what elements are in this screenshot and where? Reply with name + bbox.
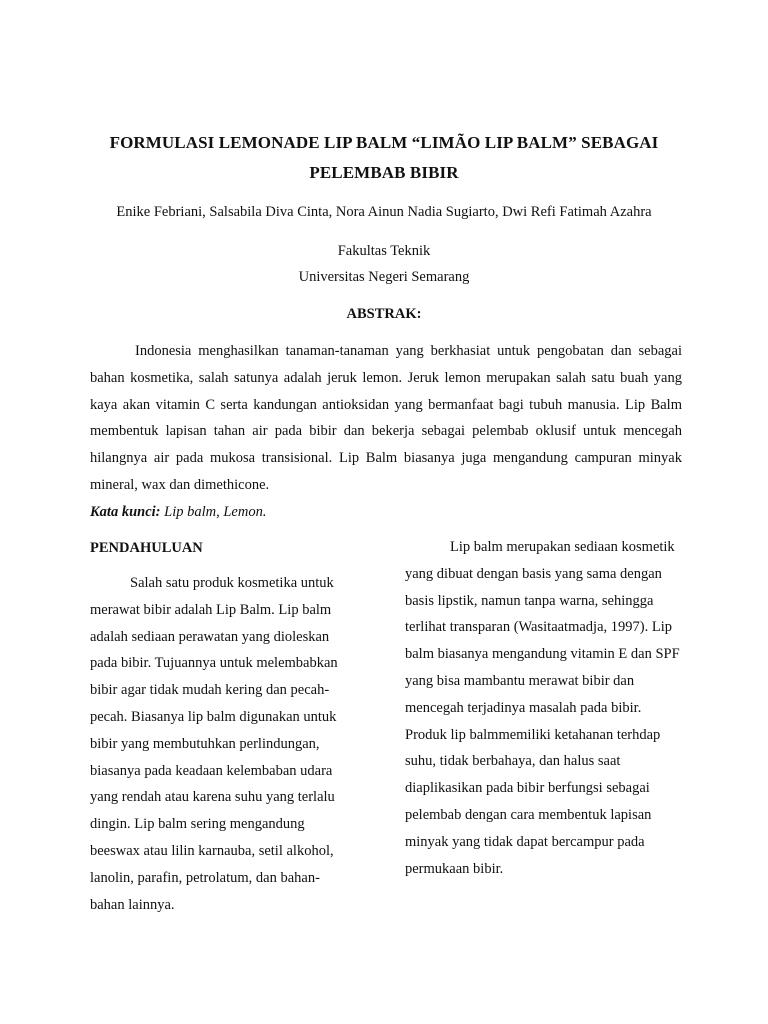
left-column (90, 536, 352, 918)
faculty-name: Fakultas Teknik (337, 243, 431, 259)
keywords-label: Kata kunci: (90, 503, 161, 520)
abstract-text: Indonesia menghasilkan tanaman-tanaman yang berkhasiat untuk pengobatan dan sebagai bahan kosmetika, salah satunya adalah jeruk lemon. Jeruk lemon merupakan salah satu buah yang kaya akan vitamin C serta kandungan antioksidan yang bermanfaat bagi tubuh manusia. Lip Balm membentuk lapisan tahan air pada bibir dan bekerja sebagai pelembab oklusif untuk mencegah hilangnya air pada mukosa transisional. Lip Balm biasanya juga mengandung campuran minyak mineral, wax dan dimethicone. (90, 343, 682, 493)
introduction-right-text: Lip balm merupakan sediaan kosmetik yang dibuat dengan basis yang sama dengan basis lipstik, namun tanpa warna, sehingga terlihat transparan (Wasitaatmadja, 1997). Lip balm biasanya mengandung vitamin E dan SPF yang bisa mambantu merawat bibir dan mencegah terjadinya masalah pada bibir. Produk lip balmmemiliki ketahanan terhdap suhu, tidak berbahaya, dan halus saat diaplikasikan pada bibir berfungsi sebagai pelembab dengan cara membentuk lapisan minyak yang tidak dapat bercampur pada permukaan bibir. (405, 539, 680, 877)
abstract-section (90, 338, 682, 526)
university-name: Universitas Negeri Semarang (298, 269, 470, 285)
keywords-value: Lip balm, Lemon. (164, 503, 267, 520)
affiliation (200, 238, 568, 290)
author-list: Enike Febriani, Salsabila Diva Cinta, Nora Ainun Nadia Sugiarto, Dwi Refi Fatimah Azahra (116, 204, 652, 220)
introduction-heading: PENDAHULUAN (90, 540, 203, 556)
keywords-line (90, 499, 682, 526)
paper-title: FORMULASI LEMONADE LIP BALM “LIMÃO LIP BALM” SEBAGAI PELEMBAB BIBIR (109, 133, 659, 182)
right-column (405, 534, 683, 882)
introduction-left-text: Salah satu produk kosmetika untuk merawat bibir adalah Lip Balm. Lip balm adalah sediaan perawatan yang dioleskan pada bibir. Tujuannya untuk melembabkan bibir agar tidak mudah kering dan pecah-pecah. Biasanya lip balm digunakan untuk bibir yang membutuhkan perlindungan, biasanya pada keadaan kelembaban udara yang rendah atau karena suhu yang terlalu dingin. Lip balm sering mengandung beeswax atau lilin karnauba, setil alkohol, lanolin, parafin, petrolatum, dan bahan-bahan lainnya. (90, 575, 338, 913)
abstract-heading: ABSTRAK: (346, 306, 422, 322)
